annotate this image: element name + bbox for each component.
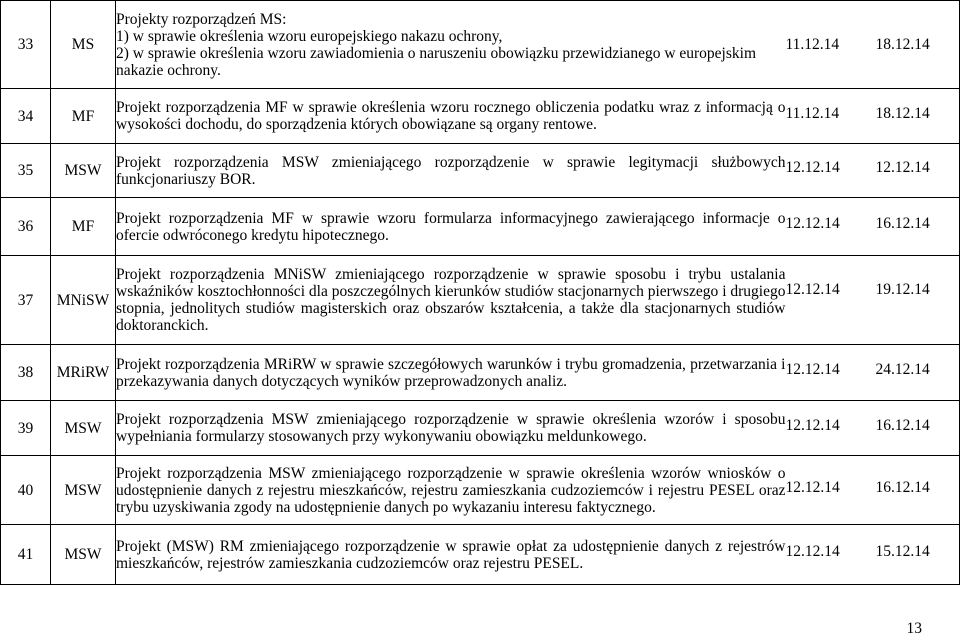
description-text: Projekt rozporządzenia MSW zmieniającego rozporządzenie w sprawie określenia wzorów i sposobu wypełniania formularzy stosowanych przy wykonywaniu obowiązku meldunkowego. xyxy=(116,411,786,445)
table-row xyxy=(1,345,960,401)
received-date-text: 12.12.14 xyxy=(785,215,840,232)
row-number: 39 xyxy=(1,401,51,456)
received-date xyxy=(786,525,876,585)
ministry-code: MNiSW xyxy=(51,256,116,345)
deadline-date xyxy=(876,256,960,345)
row-number: 36 xyxy=(1,198,51,256)
table-row xyxy=(1,1,960,89)
deadline-date-text: 18.12.14 xyxy=(875,104,930,122)
table-row xyxy=(1,89,960,144)
row-description xyxy=(116,345,786,401)
row-number: 41 xyxy=(1,525,51,585)
description-line: 2) w sprawie określenia wzoru zawiadomienia o naruszeniu obowiązku przewidzianego w europejskim nakazie ochrony. xyxy=(116,44,757,79)
row-number: 38 xyxy=(1,345,51,401)
received-date-text: 12.12.14 xyxy=(785,361,840,378)
ministry-code: MSW xyxy=(51,525,116,585)
row-description xyxy=(116,401,786,456)
table-row xyxy=(1,525,960,585)
table-row xyxy=(1,401,960,456)
received-date xyxy=(786,456,876,525)
row-number: 34 xyxy=(1,89,51,144)
row-number: 35 xyxy=(1,144,51,198)
deadline-date-text: 15.12.14 xyxy=(875,543,930,560)
description-text: Projekt rozporządzenia MSW zmieniającego rozporządzenie w sprawie określenia wzorów wniosków o udostępnienie danych z rejestru mieszkańców, rejestru zamieszkania cudzoziemców i rejestru PESEL oraz trybu uzyskiwania zgody na udostępnienie danych po wykazaniu interesu faktycznego. xyxy=(116,464,786,516)
deadline-date xyxy=(876,89,960,144)
ministry-code: MF xyxy=(51,89,116,144)
table-row xyxy=(1,456,960,525)
row-description xyxy=(116,525,786,585)
table-row xyxy=(1,198,960,256)
ministry-code: MF xyxy=(51,198,116,256)
row-description xyxy=(116,89,786,144)
ministry-code: MRiRW xyxy=(51,345,116,401)
received-date xyxy=(786,256,876,345)
received-date: 11.12.14 xyxy=(786,1,876,89)
received-date xyxy=(786,401,876,456)
received-date xyxy=(786,144,876,198)
received-date-text: 12.12.14 xyxy=(785,543,840,560)
table-row xyxy=(1,144,960,198)
table-row xyxy=(1,256,960,345)
deadline-date-text: 16.12.14 xyxy=(875,478,930,496)
received-date-text: 12.12.14 xyxy=(785,280,840,298)
description-text: Projekt rozporządzenia MNiSW zmieniającego rozporządzenie w sprawie sposobu i trybu ustalania wskaźników kosztochłonności dla poszczególnych kierunków studiów stacjonarnych pierwszego i drugiego stopnia, jednolitych studiów magisterskich oraz obszarów kształcenia, a także dla stacjonarnych studiów doktoranckich. xyxy=(116,266,786,334)
page-number: 13 xyxy=(906,620,922,637)
deadline-date-text: 24.12.14 xyxy=(875,361,930,378)
received-date xyxy=(786,89,876,144)
row-number: 33 xyxy=(1,1,51,89)
row-description xyxy=(116,256,786,345)
deadline-date xyxy=(876,345,960,401)
description-text: Projekt (MSW) RM zmieniającego rozporządzenie w sprawie opłat za udostępnienie danych z rejestrów mieszkańców, rejestrów zamieszkania cudzoziemców oraz rejestru PESEL. xyxy=(116,537,786,572)
ministry-code: MS xyxy=(51,1,116,89)
deadline-date xyxy=(876,144,960,198)
description-text: Projekt rozporządzenia MRiRW w sprawie szczegółowych warunków i trybu gromadzenia, przetwarzania i przekazywania danych dotyczących wyników przeprowadzonych analiz. xyxy=(116,355,786,390)
received-date-text: 12.12.14 xyxy=(785,416,840,434)
ministry-code: MSW xyxy=(51,144,116,198)
received-date xyxy=(786,198,876,256)
deadline-date-text: 16.12.14 xyxy=(875,215,930,232)
received-date xyxy=(786,345,876,401)
row-number: 40 xyxy=(1,456,51,525)
deadline-date-text: 19.12.14 xyxy=(875,280,930,298)
row-description xyxy=(116,456,786,525)
received-date-text: 12.12.14 xyxy=(785,478,840,496)
deadline-date-text: 16.12.14 xyxy=(875,416,930,434)
ministry-code: MSW xyxy=(51,401,116,456)
description-line: Projekty rozporządzeń MS: xyxy=(116,10,287,28)
deadline-date xyxy=(876,198,960,256)
deadline-date: 18.12.14 xyxy=(876,1,960,89)
deadline-date xyxy=(876,401,960,456)
received-date-text: 11.12.14 xyxy=(785,104,840,122)
ministry-code: MSW xyxy=(51,456,116,525)
deadline-date-text: 12.12.14 xyxy=(875,159,930,176)
row-description xyxy=(116,1,786,89)
row-description xyxy=(116,198,786,256)
deadline-date xyxy=(876,525,960,585)
description-text: Projekt rozporządzenia MSW zmieniającego rozporządzenie w sprawie legitymacji służbowych funkcjonariuszy BOR. xyxy=(116,153,786,188)
row-number: 37 xyxy=(1,256,51,345)
description-line: 1) w sprawie określenia wzoru europejskiego nakazu ochrony, xyxy=(116,27,503,45)
received-date-text: 12.12.14 xyxy=(785,159,840,176)
row-description xyxy=(116,144,786,198)
description-text: Projekt rozporządzenia MF w sprawie określenia wzoru rocznego obliczenia podatku wraz z informacją o wysokości dochodu, do sporządzenia których obowiązane są organy rentowe. xyxy=(116,99,786,133)
description-text: Projekt rozporządzenia MF w sprawie wzoru formularza informacyjnego zawierającego informacje o ofercie odwróconego kredytu hipotecznego. xyxy=(116,209,786,244)
deadline-date xyxy=(876,456,960,525)
